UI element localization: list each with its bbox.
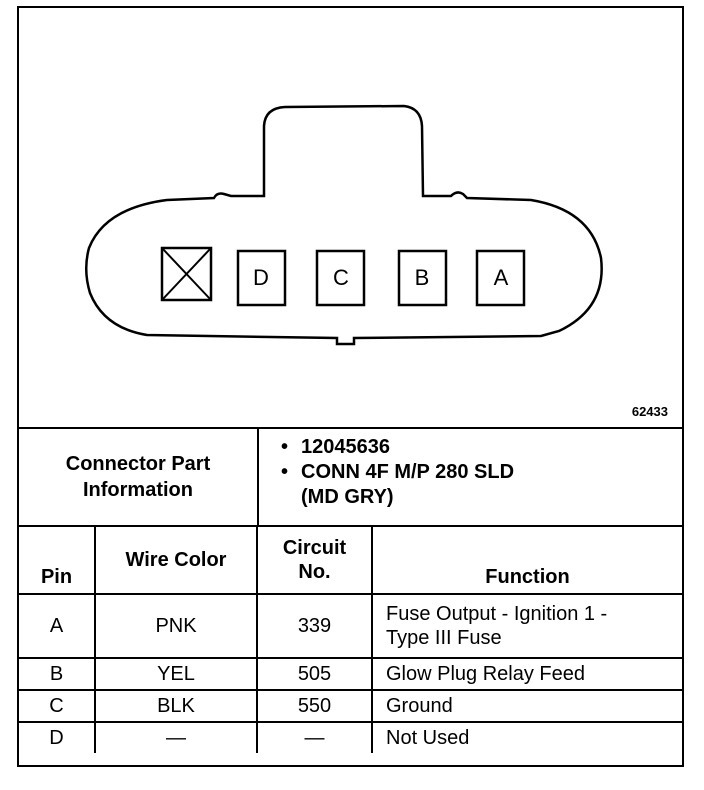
- header-wire-color: Wire Color: [95, 527, 257, 594]
- blocked-cavity: [162, 248, 211, 300]
- row-pin: D: [19, 722, 95, 753]
- row-color: PNK: [95, 594, 257, 658]
- figure-id: 62433: [631, 404, 668, 419]
- row-pin: C: [19, 690, 95, 722]
- pin-label-c: C: [333, 265, 349, 290]
- part-number: • 12045636: [259, 435, 682, 460]
- pin-cavity-c: [317, 251, 364, 305]
- table-row: [19, 658, 682, 690]
- connector-color: (MD GRY): [301, 486, 394, 508]
- row-function-line2: Type III Fuse: [386, 627, 502, 649]
- row-circuit: 505: [257, 658, 372, 690]
- header-circuit: [257, 527, 372, 594]
- table-row: [19, 594, 682, 658]
- row-color: YEL: [95, 658, 257, 690]
- pin-cavity-a: [477, 251, 524, 305]
- table-row: [19, 690, 682, 722]
- info-values: [259, 435, 682, 510]
- info-label: [19, 429, 259, 525]
- row-function: Ground: [372, 690, 682, 722]
- row-function: [372, 594, 682, 658]
- table-row: [19, 722, 682, 753]
- header-pin: Pin: [19, 527, 95, 594]
- row-circuit: 339: [257, 594, 372, 658]
- pin-cavity-d: [238, 251, 285, 305]
- header-circuit-line1: Circuit: [282, 537, 347, 559]
- row-function: Glow Plug Relay Feed: [372, 658, 682, 690]
- info-label-line1: Connector Part: [65, 453, 211, 475]
- info-label-line2: Information: [83, 479, 193, 501]
- row-pin: A: [19, 594, 95, 658]
- connector-diagram: [19, 8, 682, 429]
- row-pin: B: [19, 658, 95, 690]
- connector-part-info: [19, 429, 682, 527]
- header-circuit-line2: No.: [298, 561, 331, 583]
- connector-end-view-frame: [17, 6, 684, 767]
- row-circuit: 550: [257, 690, 372, 722]
- row-circuit: —: [257, 722, 372, 753]
- pin-label-b: B: [414, 265, 430, 290]
- row-color: BLK: [95, 690, 257, 722]
- row-color: —: [95, 722, 257, 753]
- pin-label-a: A: [493, 265, 509, 290]
- pin-label-d: D: [253, 265, 269, 290]
- connector-description: • CONN 4F M/P 280 SLD: [259, 460, 682, 485]
- connector-outline: [19, 8, 682, 427]
- pin-cavity-b: [399, 251, 446, 305]
- row-function: Not Used: [372, 722, 682, 753]
- pin-table: [19, 527, 682, 753]
- pin-table-header: [19, 527, 682, 594]
- header-function: Function: [372, 527, 682, 594]
- row-function-line1: Fuse Output - Ignition 1 -: [386, 603, 608, 625]
